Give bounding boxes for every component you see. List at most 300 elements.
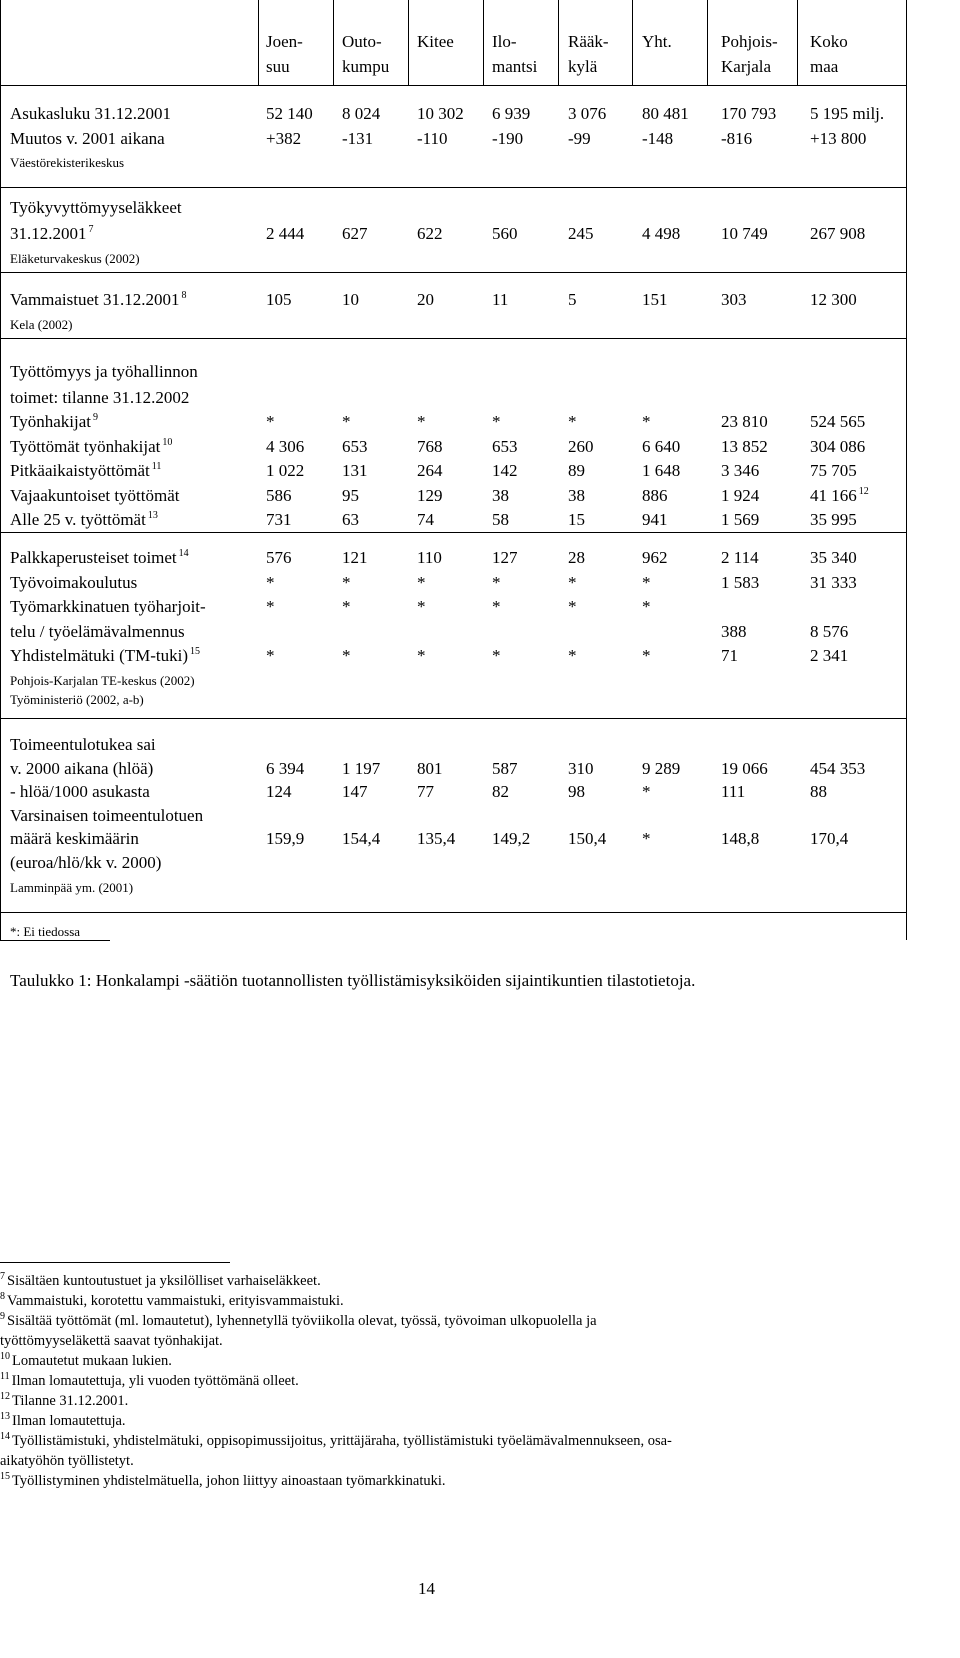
column-rule <box>483 0 484 85</box>
cell-value-text: 801 <box>417 759 443 778</box>
column-rule <box>333 0 334 85</box>
footnote-ref: 11 <box>151 461 162 472</box>
table-rule <box>0 912 906 913</box>
cell-value <box>721 462 759 479</box>
cell-value <box>342 105 380 122</box>
cell-value <box>342 783 368 800</box>
cell-value <box>417 225 443 242</box>
cell-value <box>417 413 426 430</box>
cell-value <box>417 291 434 308</box>
cell-value <box>642 438 680 455</box>
cell-value-text: * <box>642 412 651 431</box>
cell-value <box>342 462 368 479</box>
cell-value-text: 121 <box>342 548 368 567</box>
cell-value <box>642 413 651 430</box>
row-label-text: (euroa/hlö/kk v. 2000) <box>10 852 162 872</box>
cell-value-text: +13 800 <box>810 129 867 148</box>
column-header-text: suu <box>266 57 290 76</box>
cell-value <box>810 225 865 242</box>
cell-value-text: 23 810 <box>721 412 768 431</box>
footnote <box>0 1411 126 1429</box>
cell-value-text: 627 <box>342 224 368 243</box>
cell-value <box>721 623 747 640</box>
cell-value <box>417 598 426 615</box>
cell-value <box>342 830 380 847</box>
cell-value-text: 587 <box>492 759 518 778</box>
cell-value <box>417 647 426 664</box>
column-header <box>721 58 771 75</box>
source-label-text: Kela (2002) <box>10 317 73 332</box>
cell-value-text: 576 <box>266 548 292 567</box>
footnote-text: työttömyyseläkettä saavat työnhakijat. <box>0 1333 223 1349</box>
cell-value-text: 8 576 <box>810 621 849 641</box>
source-label <box>10 156 124 169</box>
column-header <box>568 33 609 50</box>
cell-value-text: 38 <box>492 485 509 505</box>
cell-value-text: 149,2 <box>492 829 531 848</box>
cell-value <box>342 574 351 591</box>
cell-value <box>342 130 373 147</box>
footnote-number: 13 <box>0 1411 10 1422</box>
page-number-text: 14 <box>418 1579 435 1598</box>
cell-value-text: 653 <box>492 436 518 456</box>
cell-value-text: 4 498 <box>642 224 681 243</box>
cell-value-text: * <box>342 572 351 592</box>
cell-value-text: -99 <box>568 129 591 148</box>
column-header-text: kumpu <box>342 57 390 76</box>
footnote-ref: 7 <box>88 224 94 235</box>
footnote-number: 7 <box>0 1271 5 1282</box>
cell-value <box>568 511 585 528</box>
cell-value-text: 5 <box>568 290 577 309</box>
cell-value-text: 75 705 <box>810 461 857 480</box>
cell-value-text: * <box>492 597 501 617</box>
cell-value-text: 12 300 <box>810 290 857 309</box>
cell-value-text: * <box>342 646 351 666</box>
cell-value <box>266 647 275 664</box>
cell-value-text: 154,4 <box>342 829 381 848</box>
row-label-pensions-date-text: 31.12.2001 <box>10 224 87 243</box>
row-label-disabled <box>10 291 187 308</box>
cell-value <box>568 291 577 308</box>
row-label-text: Työnhakijat <box>10 412 91 431</box>
cell-value-text: 622 <box>417 224 443 243</box>
row-label-change-text: Muutos v. 2001 aikana <box>10 129 165 148</box>
source-label-text: Eläketurvakeskus (2002) <box>10 251 140 266</box>
cell-value <box>417 462 443 479</box>
column-header-text: Outo- <box>342 32 382 51</box>
row-label <box>10 830 139 847</box>
row-label <box>10 549 189 566</box>
footnote-number: 10 <box>0 1351 10 1362</box>
cell-value-text: 10 <box>342 290 359 309</box>
row-label-pensions-date <box>10 225 94 242</box>
cell-value-text: 82 <box>492 782 509 801</box>
footnote-ref: 12 <box>858 485 869 497</box>
cell-value <box>266 511 292 528</box>
row-label <box>10 647 200 664</box>
cell-value <box>810 130 866 147</box>
cell-value-text: 5 195 milj. <box>810 104 885 123</box>
footnote <box>0 1431 672 1449</box>
cell-value-text: 245 <box>568 224 594 243</box>
column-rule <box>0 0 1 940</box>
cell-value-text: 2 444 <box>266 224 305 243</box>
column-header-text: Kitee <box>417 32 454 51</box>
column-header <box>492 33 517 50</box>
cell-value-text: * <box>417 572 426 592</box>
row-label-text: - hlöä/1000 asukasta <box>10 782 150 801</box>
cell-value-text: 1 569 <box>721 510 760 529</box>
cell-value-text: 264 <box>417 461 443 480</box>
column-rule <box>558 0 559 85</box>
cell-value-text: 19 066 <box>721 759 768 778</box>
cell-value <box>266 413 275 430</box>
cell-value <box>568 487 585 504</box>
cell-value <box>810 783 827 800</box>
cell-value <box>642 291 668 308</box>
cell-value-text: 20 <box>417 290 434 309</box>
row-label-text: Vajaakuntoiset työttömät <box>10 485 180 505</box>
column-header <box>492 58 537 75</box>
column-header-text: mantsi <box>492 57 538 76</box>
cell-value-text: * <box>492 572 501 592</box>
footnote-text: Ilman lomautettuja, yli vuoden työttömänä olleet. <box>11 1373 299 1389</box>
page-number <box>418 1580 435 1597</box>
cell-value <box>568 413 577 430</box>
cell-value <box>417 760 443 777</box>
cell-value <box>266 130 301 147</box>
cell-value <box>492 438 518 455</box>
cell-value-text: 88 <box>810 782 827 801</box>
cell-value-text: 77 <box>417 782 434 801</box>
cell-value-text: 304 086 <box>810 436 866 456</box>
footnote-text: Työllistämistuki, yhdistelmätuki, oppisopimussijoitus, yrittäjäraha, työllistämistuki työelämävalmennukseen, osa- <box>12 1433 672 1449</box>
cell-value-text: * <box>266 646 275 666</box>
cell-value <box>342 438 368 455</box>
cell-value-text: 4 306 <box>266 436 305 456</box>
cell-value <box>417 783 434 800</box>
cell-value <box>492 783 509 800</box>
footnote-text: Tilanne 31.12.2001. <box>12 1393 129 1409</box>
table-rule <box>0 85 906 86</box>
column-header <box>568 58 597 75</box>
cell-value <box>810 105 884 122</box>
footnote-text: Vammaistuki, korotettu vammaistuki, erityisvammaistuki. <box>7 1293 344 1309</box>
cell-value-text: * <box>568 646 577 666</box>
cell-value <box>492 225 518 242</box>
cell-value-text: 1 924 <box>721 485 760 505</box>
cell-value-text: 303 <box>721 290 747 309</box>
cell-value-text: 560 <box>492 224 518 243</box>
row-label-population <box>10 105 171 122</box>
cell-value <box>342 647 351 664</box>
row-label-text: Pitkäaikaistyöttömät <box>10 461 150 480</box>
cell-value <box>568 549 585 566</box>
cell-value-text: 89 <box>568 461 585 480</box>
row-label <box>10 598 206 615</box>
cell-value-text: * <box>342 412 351 431</box>
section-heading <box>10 389 189 406</box>
cell-value-text: 731 <box>266 510 292 529</box>
cell-value-text: 10 749 <box>721 224 768 243</box>
footnote-number: 15 <box>0 1471 10 1482</box>
row-label <box>10 574 137 591</box>
footnote-text: Työllistyminen yhdistelmätuella, johon liittyy ainoastaan työmarkkinatuki. <box>12 1473 446 1489</box>
cell-value-text: 8 024 <box>342 104 381 123</box>
cell-value-text: 886 <box>642 485 668 505</box>
cell-value-text: 142 <box>492 461 518 480</box>
column-header-text: Rääk- <box>568 32 609 51</box>
footnote-text: Sisältäen kuntoutustuet ja yksilölliset varhaiseläkkeet. <box>7 1273 321 1289</box>
cell-value-text: 131 <box>342 461 368 480</box>
cell-value-text: 150,4 <box>568 829 607 848</box>
row-label-text: v. 2000 aikana (hlöä) <box>10 758 154 778</box>
row-label <box>10 807 203 824</box>
cell-value <box>417 487 443 504</box>
cell-value <box>417 511 434 528</box>
cell-value-text: 1 583 <box>721 572 760 592</box>
cell-value-text: * <box>417 597 426 617</box>
cell-value-text: 11 <box>492 290 509 309</box>
table-rule <box>0 718 906 719</box>
cell-value <box>810 438 865 455</box>
cell-value <box>417 574 426 591</box>
source-label <box>10 881 133 894</box>
cell-value-text: 124 <box>266 782 292 801</box>
cell-value-text: * <box>642 782 651 801</box>
column-header <box>417 33 454 50</box>
footnote-number: 9 <box>0 1311 5 1322</box>
footnote <box>0 1391 129 1409</box>
column-header-text: Yht. <box>642 32 672 51</box>
cell-value <box>266 291 292 308</box>
cell-value-text: 28 <box>568 548 585 567</box>
cell-value-text: * <box>642 829 651 848</box>
cell-value-text: 127 <box>492 548 518 567</box>
cell-value-text: 653 <box>342 436 368 456</box>
row-label <box>10 623 185 640</box>
source-label-text: Lamminpää ym. (2001) <box>10 880 134 895</box>
cell-value-text: 524 565 <box>810 412 866 431</box>
cell-value <box>266 462 304 479</box>
row-label-text: telu / työelämävalmennus <box>10 621 185 641</box>
cell-value-text: * <box>492 646 501 666</box>
cell-value-text: 98 <box>568 782 585 801</box>
column-rule <box>258 0 259 85</box>
cell-value <box>417 130 448 147</box>
source-label-text: Väestörekisterikeskus <box>10 155 125 170</box>
cell-value <box>721 438 768 455</box>
cell-value <box>721 225 768 242</box>
footnote-ref: 13 <box>147 510 158 521</box>
cell-value <box>568 105 606 122</box>
row-label-text: Varsinaisen toimeentulotuen <box>10 805 204 825</box>
column-header-text: Karjala <box>721 57 772 76</box>
cell-value-text: 6 394 <box>266 759 305 778</box>
column-header-text: Joen- <box>266 32 303 51</box>
cell-value <box>342 487 359 504</box>
cell-value-text: 159,9 <box>266 829 305 848</box>
row-label-change <box>10 130 165 147</box>
cell-value-text: * <box>642 572 651 592</box>
footnote <box>0 1371 299 1389</box>
cell-value-text: * <box>266 412 275 431</box>
cell-value <box>721 830 759 847</box>
table-rule <box>0 940 110 941</box>
cell-value <box>266 830 304 847</box>
column-header <box>266 58 290 75</box>
cell-value-text: 454 353 <box>810 759 866 778</box>
cell-value <box>642 130 673 147</box>
cell-value-text: 38 <box>568 485 585 505</box>
cell-value <box>342 511 359 528</box>
cell-value-text: * <box>417 646 426 666</box>
cell-value <box>417 105 464 122</box>
cell-value-text: 1 197 <box>342 759 381 778</box>
cell-value <box>721 105 776 122</box>
cell-value-text: -131 <box>342 129 374 148</box>
cell-value-text: 129 <box>417 485 443 505</box>
table-note <box>10 925 80 938</box>
cell-value <box>492 105 530 122</box>
footnote <box>0 1291 344 1309</box>
cell-value <box>266 105 313 122</box>
cell-value-text: 941 <box>642 510 668 529</box>
footnote-number: 8 <box>0 1291 5 1302</box>
footnote-text: Lomautetut mukaan lukien. <box>12 1353 172 1369</box>
cell-value <box>810 462 857 479</box>
footnote-text: aikatyöhön työllistetyt. <box>0 1453 134 1469</box>
cell-value <box>642 225 680 242</box>
cell-value <box>810 760 865 777</box>
row-label <box>10 487 180 504</box>
source-label-text: Työministeriö (2002, a-b) <box>10 692 144 707</box>
cell-value-text: * <box>568 597 577 617</box>
column-header <box>342 58 389 75</box>
cell-value-text: 63 <box>342 510 359 529</box>
cell-value-text: * <box>568 412 577 431</box>
cell-value-text: * <box>342 597 351 617</box>
cell-value-text: * <box>642 646 651 666</box>
cell-value <box>642 549 668 566</box>
cell-value <box>417 549 442 566</box>
column-rule <box>632 0 633 85</box>
cell-value <box>810 647 848 664</box>
cell-value <box>568 225 594 242</box>
cell-value <box>492 647 501 664</box>
cell-value <box>721 783 745 800</box>
cell-value-text: * <box>266 597 275 617</box>
cell-value <box>266 549 292 566</box>
source-label <box>10 318 72 331</box>
table-rule <box>0 187 906 188</box>
cell-value <box>568 830 606 847</box>
table-caption <box>10 972 695 989</box>
cell-value <box>492 598 501 615</box>
cell-value-text: * <box>417 412 426 431</box>
cell-value <box>266 760 304 777</box>
cell-value <box>721 291 747 308</box>
row-label <box>10 783 150 800</box>
row-label <box>10 413 98 430</box>
cell-value <box>568 130 591 147</box>
column-header <box>342 33 382 50</box>
cell-value <box>642 487 668 504</box>
cell-value <box>810 413 865 430</box>
row-label-text: määrä keskimäärin <box>10 829 139 848</box>
column-header <box>266 33 303 50</box>
cell-value <box>642 760 680 777</box>
cell-value <box>810 487 869 504</box>
cell-value-text: -816 <box>721 129 753 148</box>
cell-value-text: 80 481 <box>642 104 689 123</box>
cell-value-text: 310 <box>568 759 594 778</box>
cell-value-text: 2 114 <box>721 548 759 567</box>
cell-value-text: 1 648 <box>642 461 681 480</box>
row-label <box>10 736 156 753</box>
row-label <box>10 854 161 871</box>
cell-value-text: * <box>568 572 577 592</box>
row-label <box>10 462 161 479</box>
column-header <box>810 33 848 50</box>
cell-value <box>492 413 501 430</box>
cell-value-text: 58 <box>492 510 509 529</box>
cell-value-text: 110 <box>417 548 442 567</box>
cell-value <box>721 487 759 504</box>
cell-value <box>266 487 292 504</box>
footnote-number: 14 <box>0 1431 10 1442</box>
cell-value <box>568 598 577 615</box>
row-label <box>10 511 158 528</box>
cell-value-text: 147 <box>342 782 368 801</box>
cell-value <box>810 574 857 591</box>
footnote-ref: 10 <box>162 436 173 448</box>
row-label-population-text: Asukasluku 31.12.2001 <box>10 104 172 123</box>
cell-value <box>721 413 768 430</box>
footnote <box>0 1311 597 1329</box>
cell-value-text: 10 302 <box>417 104 464 123</box>
column-header-text: Pohjois- <box>721 32 778 51</box>
table-rule <box>0 338 906 339</box>
row-label-text: Työmarkkinatuen työharjoit- <box>10 597 206 617</box>
cell-value-text: 95 <box>342 485 359 505</box>
cell-value-text: 6 939 <box>492 104 531 123</box>
cell-value-text: 31 333 <box>810 572 857 592</box>
cell-value <box>342 413 351 430</box>
source-label <box>10 693 144 706</box>
cell-value-text: 105 <box>266 290 292 309</box>
cell-value-text: -110 <box>417 129 448 148</box>
cell-value <box>492 487 509 504</box>
cell-value <box>266 783 292 800</box>
cell-value <box>492 462 518 479</box>
footnote <box>0 1334 223 1349</box>
cell-value <box>721 647 738 664</box>
cell-value <box>810 830 848 847</box>
column-header <box>642 33 672 50</box>
cell-value-text: 3 346 <box>721 461 760 480</box>
footnote <box>0 1454 134 1469</box>
cell-value <box>266 438 304 455</box>
table-note-text: *: Ei tiedossa <box>10 924 81 939</box>
column-header-text: maa <box>810 57 839 76</box>
cell-value <box>721 574 759 591</box>
cell-value-text: 15 <box>568 510 585 529</box>
cell-value-text: 260 <box>568 436 594 456</box>
cell-value-text: * <box>642 597 651 617</box>
cell-value <box>417 438 443 455</box>
